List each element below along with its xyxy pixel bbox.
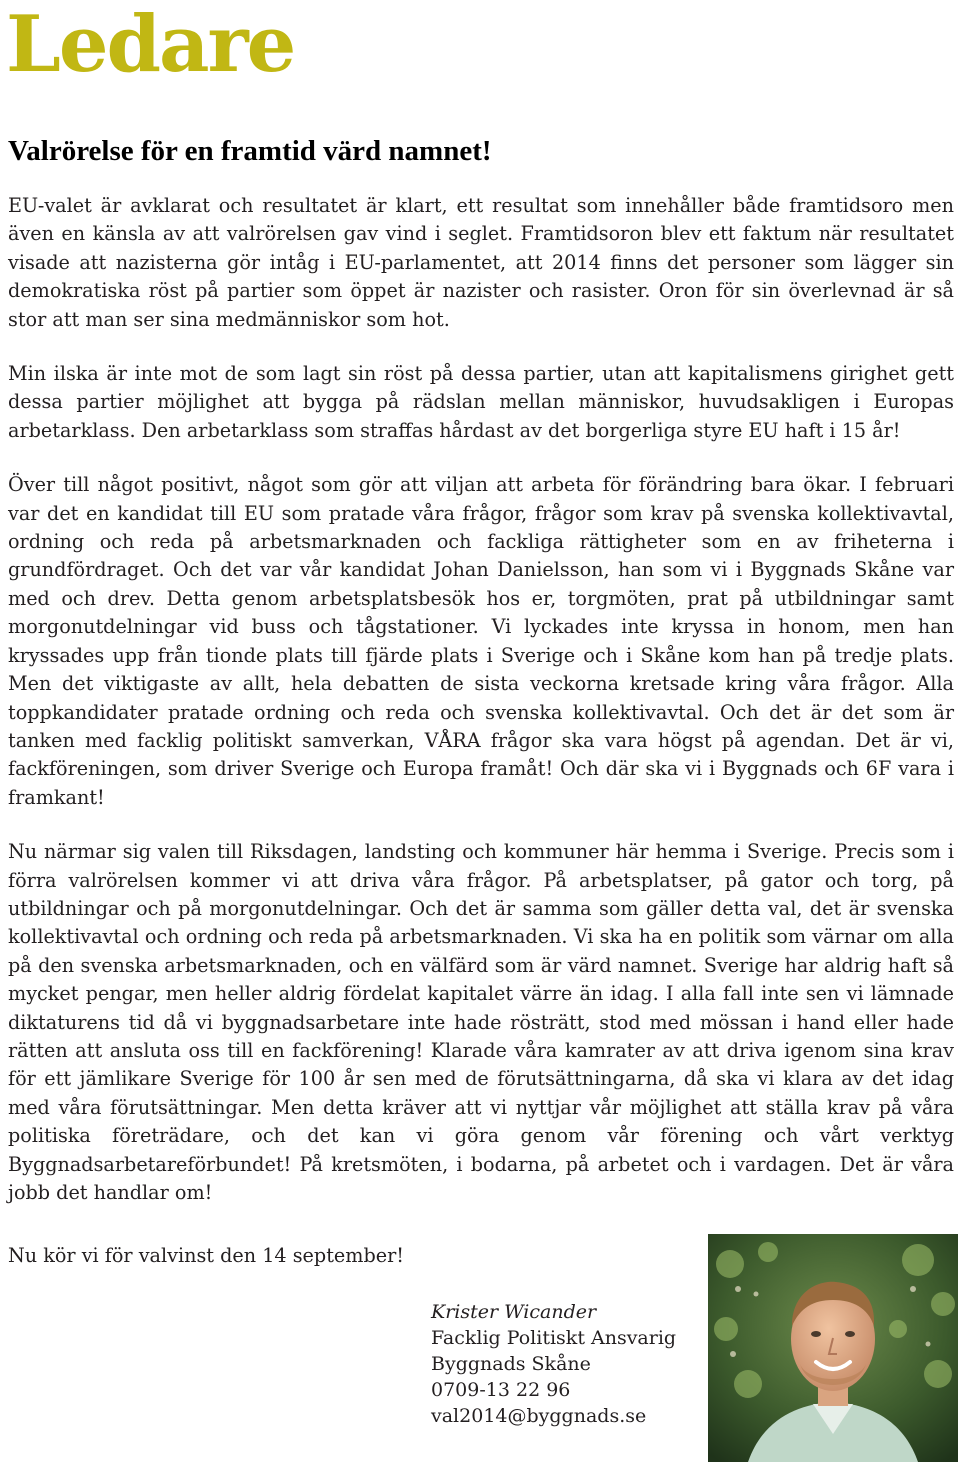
article-paragraph-2: Min ilska är inte mot de som lagt sin röst på dessa partier, utan att kapitalismens girighet gett dessa partier möjlighet att bygga på rädslan mellan människor, huvudsakligen i Europas arbetarklass. Den arbetarklass som straffas hårdast av det borgerliga styre EU haft i 15 år! [8,362,954,442]
author-portrait-image [708,1234,958,1462]
author-email[interactable]: val2014@byggnads.se [431,1405,647,1427]
article-paragraph-1: EU-valet är avklarat och resultatet är klart, ett resultat som innehåller både framtidsoro men även en känsla av att valrörelsen gav vind i seglet. Framtidsoron blev ett faktum när resultatet visade att nazisterna gör intåg i EU-parlamentet, att 2014 finns det personer som lägger sin demokratiska röst på partier som öppet är nazister och rasister. Oron för sin överlevnad är så stor att man ser sina medmänniskor som hot. [8,194,954,331]
author-name: Krister Wicander [431,1301,597,1323]
author-organization: Byggnads Skåne [431,1353,591,1375]
article-paragraph-3: Över till något positivt, något som gör att viljan att arbeta för förändring bara ökar. I februari var det en kandidat till EU som pratade våra frågor, frågor som krav på svenska kollektivavtal, ordning och reda på arbetsmarknaden och fackliga rättigheter som en av friheterna i grundfördraget. Och det var vår kandidat Johan Danielsson, han som vi i Byggnads Skåne var med och drev. Detta genom arbetsplatsbesök hos er, torgmöten, prat på utbildningar samt morgonutdelningar vid buss och tågstationer. Vi lyckades inte kryssa in honom, men han kryssades upp från tionde plats till fjärde plats i Sverige och i Skåne kom han på tredje plats. Men det viktigaste av allt, hela debatten de sista veckorna kretsade kring våra frågor. Alla toppkandidater pratade ordning och reda och svenska kollektivavtal. Och det är det som är tanken med facklig politiskt samverkan, VÅRA frågor ska vara högst på agendan. Det är vi, fackföreningen, som driver Sverige och Europa framåt! Och där ska vi i Byggnads och 6F vara i framkant! [8,473,954,809]
article-closing-line: Nu kör vi för valvinst den 14 september! [8,1244,404,1267]
author-role: Facklig Politiskt Ansvarig [431,1327,677,1349]
article-paragraph-4: Nu närmar sig valen till Riksdagen, landsting och kommuner här hemma i Sverige. Precis som i förra valrörelsen kommer vi att driva våra frågor. På arbetsplatser, på gator och torg, på utbildningar och på morgonutdelningar. Och det är samma som gäller detta val, det är svenska kollektivavtal och ordning och reda på arbetsmarknaden. Vi ska ha en politik som värnar om alla på den svenska arbetsmarknaden, och en välfärd som är värd namnet. Sverige har aldrig haft så mycket pengar, men heller aldrig fördelat kapitalet värre än idag. I alla fall inte sen vi lämnade diktaturens tid då vi byggnadsarbetare inte hade rösträtt, stod med mössan i hand eller hade rätten att ansluta oss till en fackförening! Klarade våra kamrater av att driva igenom sina krav för ett jämlikare Sverige för 100 år sen med de förutsättningarna, då ska vi klara av det idag med våra förutsättningar. Men detta kräver att vi nyttjar vår möjlighet att ställa krav på våra politiska företrädare, och det kan vi göra genom vår förening och vårt verktyg Byggnadsarbetareförbundet! På kretsmöten, i bodarna, på arbetet och i vardagen. Det är våra jobb det handlar om! [8,840,954,1204]
author-signature [431,1299,676,1429]
author-phone: 0709-13 22 96 [431,1379,571,1401]
article-body [8,192,954,1233]
section-title: Ledare [6,0,295,90]
article-headline: Valrörelse för en framtid värd namnet! [8,135,492,167]
author-photo [708,1234,958,1462]
